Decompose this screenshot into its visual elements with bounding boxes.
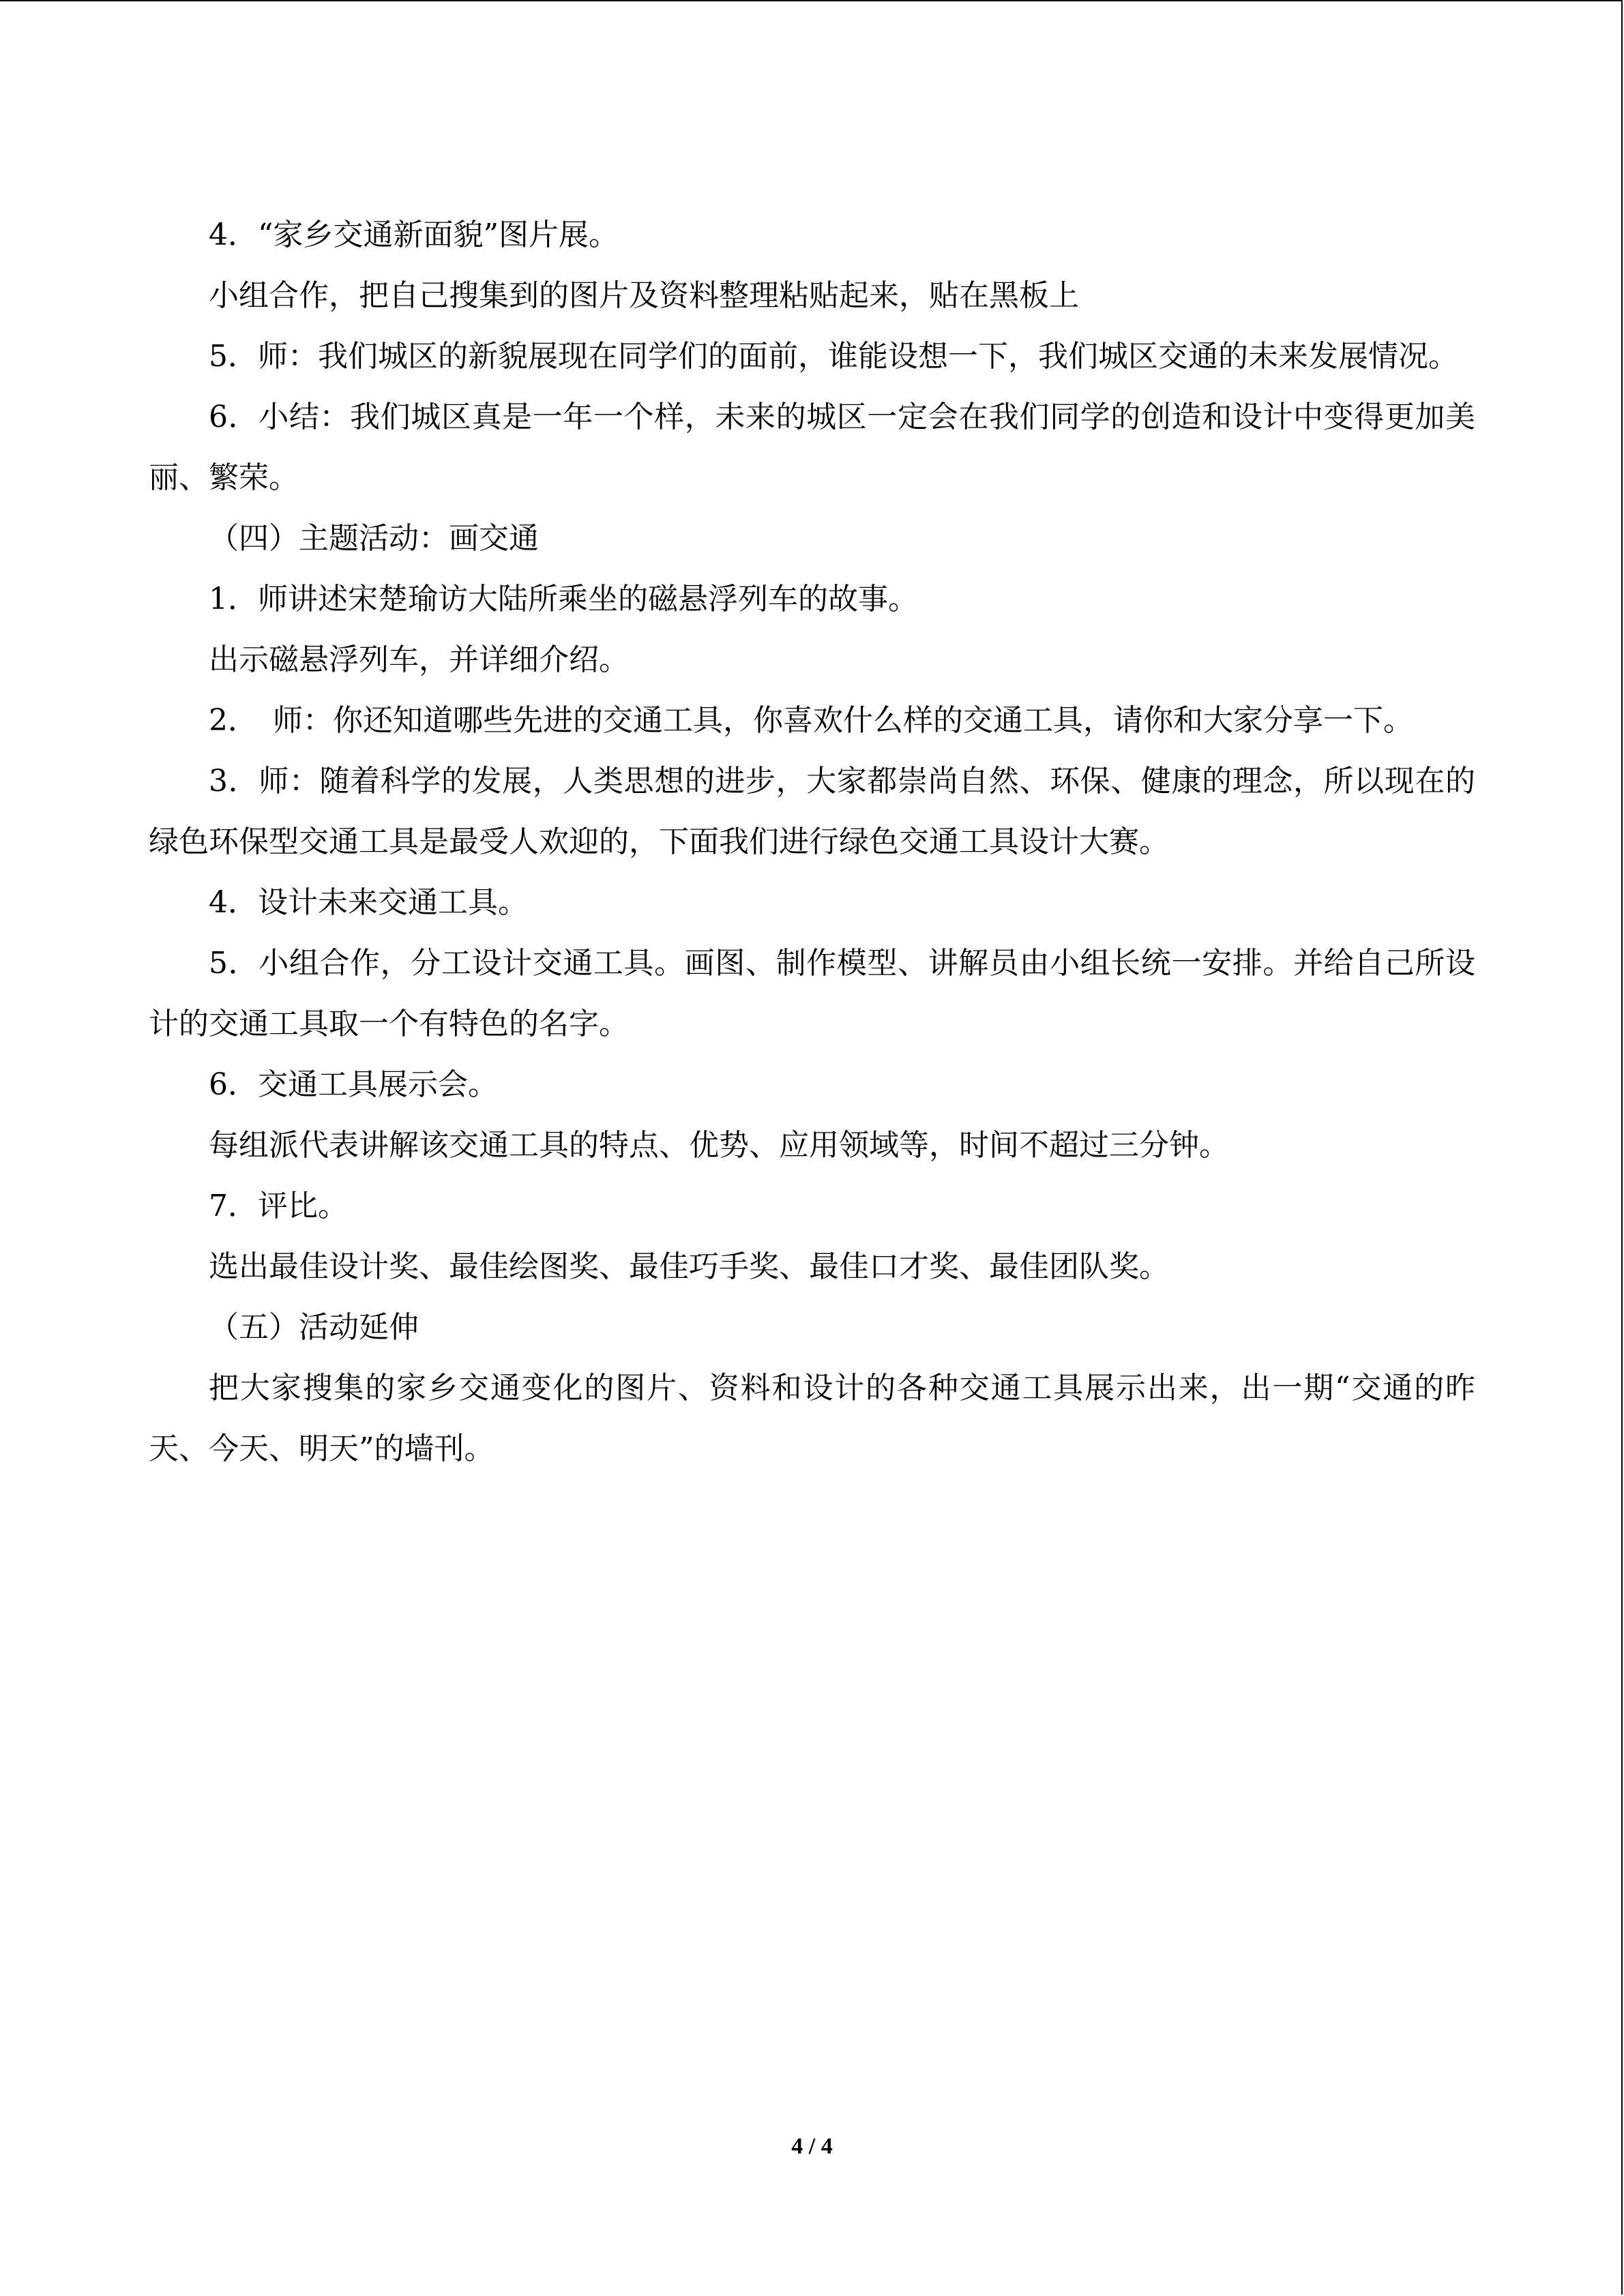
- document-body: [149, 205, 1475, 1479]
- paragraph-item-4-photo-exhibit: 4．“家乡交通新面貌”图片展。: [209, 218, 619, 252]
- paragraph-wall-newspaper: 把大家搜集的家乡交通变化的图片、资料和设计的各种交通工具展示出来，出一期“交通的昨天、今天、明天”的墙刊。: [149, 1371, 1475, 1466]
- section-heading-theme-activity: （四）主题活动：画交通: [209, 521, 539, 556]
- paragraph-awards: 选出最佳设计奖、最佳绘图奖、最佳巧手奖、最佳口才奖、最佳团队奖。: [209, 1249, 1169, 1284]
- paragraph-item-4-design-future: 4．设计未来交通工具。: [209, 885, 528, 920]
- section-heading-extension: （五）活动延伸: [209, 1310, 419, 1345]
- paragraph-item-6-summary: 6．小结：我们城区真是一年一个样，未来的城区一定会在我们同学的创造和设计中变得更加美丽、繁荣。: [149, 400, 1475, 495]
- paragraph-item-5-teacher-future: 5．师：我们城区的新貌展现在同学们的面前，谁能设想一下，我们城区交通的未来发展情况。: [209, 339, 1458, 374]
- paragraph-item-6-exhibition: 6．交通工具展示会。: [209, 1067, 498, 1102]
- page-number: 4 / 4: [791, 2134, 833, 2159]
- paragraph-group-presentation: 每组派代表讲解该交通工具的特点、优势、应用领域等，时间不超过三分钟。: [209, 1128, 1229, 1163]
- paragraph-item-2-advanced-vehicles: 2． 师：你还知道哪些先进的交通工具，你喜欢什么样的交通工具，请你和大家分享一下。: [209, 703, 1413, 738]
- paragraph-group-work-pictures: 小组合作，把自己搜集到的图片及资料整理粘贴起来，贴在黑板上: [209, 278, 1079, 313]
- paragraph-item-1-maglev-story: 1．师讲述宋楚瑜访大陆所乘坐的磁悬浮列车的故事。: [209, 582, 918, 616]
- paragraph-item-5-group-design: 5．小组合作，分工设计交通工具。画图、制作模型、讲解员由小组长统一安排。并给自己所设计的交通工具取一个有特色的名字。: [149, 946, 1475, 1041]
- paragraph-show-maglev: 出示磁悬浮列车，并详细介绍。: [209, 642, 629, 677]
- paragraph-item-7-judging: 7．评比。: [209, 1189, 348, 1223]
- paragraph-item-3-green-design: 3．师：随着科学的发展，人类思想的进步，大家都崇尚自然、环保、健康的理念，所以现在的绿色环保型交通工具是最受人欢迎的，下面我们进行绿色交通工具设计大赛。: [149, 764, 1475, 859]
